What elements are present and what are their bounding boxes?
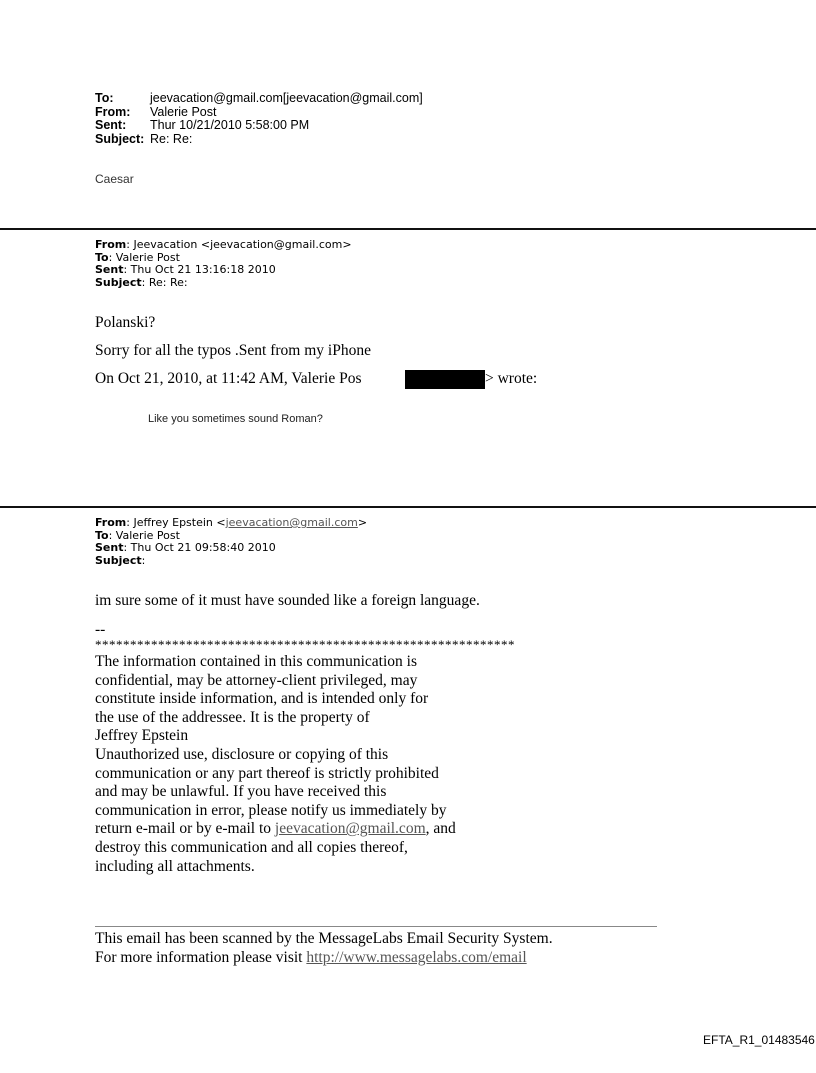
subject-value: : Re: Re: — [141, 276, 188, 290]
scan-text: For more information please visit — [95, 948, 307, 966]
subject-label: Subject — [95, 276, 142, 290]
sent-value: : Thu Oct 21 09:58:40 2010 — [123, 541, 276, 555]
disclaimer-line: Unauthorized use, disclosure or copying of this — [95, 745, 389, 763]
email2-body-line: Sorry for all the typos .Sent from my iPhone — [95, 342, 371, 359]
disclaimer-text: return e-mail or by e-mail to — [95, 820, 275, 838]
email3-header — [95, 517, 367, 568]
to-value: : Valerie Post — [108, 528, 180, 542]
disclaimer-text: , and — [425, 820, 456, 838]
from-value: : Jeevacation <jeevacation@gmail.com> — [126, 238, 352, 251]
sent-label: Sent — [95, 263, 124, 277]
subject-value: : — [141, 554, 146, 568]
from-value: : Jeffrey Epstein < — [126, 516, 226, 529]
divider — [0, 506, 816, 508]
email2-body-line: Polanski? — [95, 314, 156, 331]
disclaimer-line: destroy this communication and all copies thereof, — [95, 838, 408, 856]
disclaimer-line: The information contained in this communication is — [95, 653, 417, 670]
quoted-text: Like you sometimes sound Roman? — [148, 413, 323, 425]
disclaimer-line: including all attachments. — [95, 857, 255, 875]
quote-attribution-end: > wrote: — [485, 370, 538, 387]
sent-value: Thur 10/21/2010 5:58:00 PM — [150, 118, 310, 132]
email1-body: Caesar — [95, 172, 134, 186]
disclaimer-line — [95, 820, 456, 839]
to-label: To — [95, 250, 109, 264]
from-value-end: > — [357, 516, 368, 529]
to-value: : Valerie Post — [108, 250, 180, 264]
scan-notice — [95, 930, 553, 967]
disclaimer-line: constitute inside information, and is intended only for — [95, 690, 429, 708]
subject-label: Subject: — [95, 131, 145, 146]
signature-dash: -- — [95, 621, 106, 638]
disclaimer-line: confidential, may be attorney-client privileged, may — [95, 671, 418, 689]
divider — [0, 228, 816, 230]
from-label: From — [95, 516, 127, 529]
subject-value: Re: Re: — [150, 131, 193, 146]
email2-header — [95, 239, 352, 290]
email1-header — [95, 92, 423, 146]
disclaimer — [95, 653, 456, 876]
sent-label: Sent — [95, 541, 124, 555]
quote-attribution: On Oct 21, 2010, at 11:42 AM, Valerie Pos — [95, 370, 362, 387]
from-email-link[interactable]: jeevacation@gmail.com — [225, 516, 358, 529]
disclaimer-line: communication in error, please notify us immediately by — [95, 801, 447, 819]
disclaimer-line: the use of the addressee. It is the property of — [95, 708, 370, 726]
from-label: From: — [95, 104, 131, 119]
scan-line: This email has been scanned by the MessageLabs Email Security System. — [95, 930, 553, 947]
redaction-box — [405, 370, 485, 389]
signature-stars: ************************************************************ — [95, 637, 515, 652]
document-id: EFTA_R1_01483546 — [703, 1033, 815, 1047]
to-value: jeevacation@gmail.com[jeevacation@gmail.com] — [150, 91, 423, 105]
email3-body: im sure some of it must have sounded like a foreign language. — [95, 592, 480, 609]
disclaimer-line: Jeffrey Epstein — [95, 727, 189, 745]
disclaimer-line: and may be unlawful. If you have received this — [95, 783, 387, 801]
scan-line — [95, 949, 553, 968]
to-label: To: — [95, 91, 114, 105]
from-label: From — [95, 238, 127, 251]
disclaimer-line: communication or any part thereof is strictly prohibited — [95, 764, 439, 782]
scan-divider — [95, 926, 657, 927]
email-link[interactable]: jeevacation@gmail.com — [274, 820, 426, 838]
messagelabs-link[interactable]: http://www.messagelabs.com/email — [306, 948, 527, 966]
to-label: To — [95, 528, 109, 542]
subject-label: Subject — [95, 554, 142, 568]
sent-value: : Thu Oct 21 13:16:18 2010 — [123, 263, 276, 277]
sent-label: Sent: — [95, 118, 127, 132]
from-value: Valerie Post — [150, 104, 217, 119]
